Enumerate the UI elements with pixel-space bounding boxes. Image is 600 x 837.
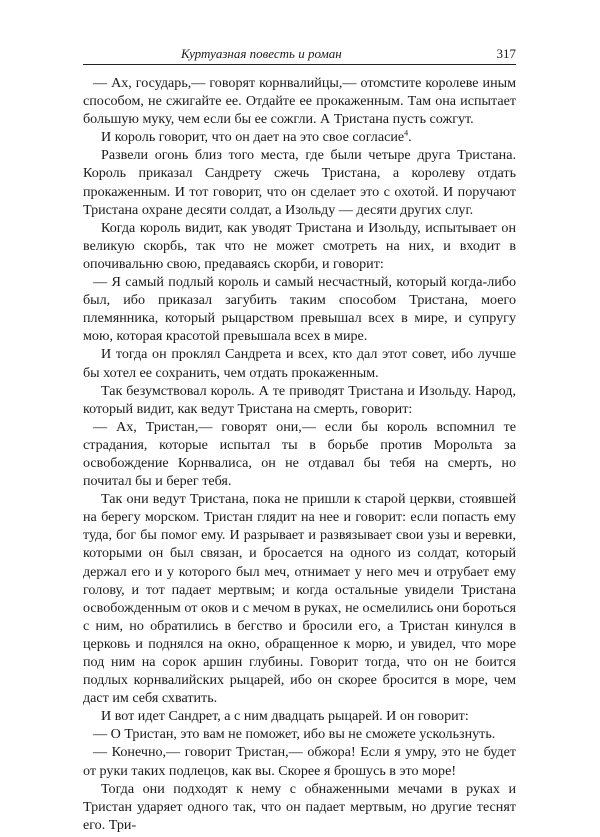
paragraph-3: Развели огонь близ того места, где были четыре друга Тристана. Король приказал Сандрету сжечь Тристана, а королеву отдать прокаженным. И тот говорит, что он сделает это с охотой. И поручают Тристана охране десяти солдат, а Изольду — десяти других слуг.: [83, 147, 516, 218]
running-head: [83, 44, 516, 65]
paragraph-4: Когда король видит, как уводят Тристана и Изольду, испытывает он великую скорбь, так что не может смотреть на них, и входит в опочивальню свою, предаваясь скорби, и говорит:: [83, 219, 516, 272]
paragraph-12: — Конечно,— говорит Тристан,— обжора! Если я умру, это не будет от руки таких подлецов, как вы. Скорее я брошусь в это море!: [83, 744, 516, 779]
paragraph-2: И король говорит, что он дает на это свое согласие$^4$.: [101, 128, 412, 146]
page-number: 317: [496, 46, 516, 61]
paragraph-1: — Ах, государь,— говорят корнвалийцы,— отомстите королеве иным способом, не сжигайте ее. Отдайте ее прокаженным. Там она испытает большую муку, чем если бы ее сожгли. А Тристана пусть сожгут.: [83, 75, 516, 128]
paragraph-5: — Я самый подлый король и самый несчастный, который когда-либо был, ибо приказал загубить таким способом Тристана, моего племянника, который рыцарством превышал всех в мире, и супругу мою, которая красотой превышала всех в мире.: [83, 274, 516, 345]
paragraph-9: Так они ведут Тристана, пока не пришли к старой церкви, стоявшей на берегу морском. Тристан глядит на нее и говорит: если попасть ему туда, бог бы помог ему. И разрывает и развязывает свои узы и веревки, которыми он был связан, и бросается на одного из солдат, который держал его и у которого был меч, отнимает у него меч и отрубает ему голову, и тот падает мертвым; и когда остальные увидели Тристана освобожденным от оков и с мечом в руках, не осмелились они бороться с ним, но обратились в бегство и бросили его, а Тристан кинулся в церковь и поднялся на окно, обращенное к морю, и увидел, что море под ним на сорок аршин глубины. Говорит тогда, что он не боится подлых корнвалийских рыцарей, ибо он скорее бросится в море, чем даст им себя схватить.: [83, 491, 516, 707]
paragraph-13: Тогда они подходят к нему с обнаженными мечами в руках и Тристан ударяет одного так, что он падает мертвым, но другие теснят его. Три-: [83, 780, 516, 833]
paragraph-11: — О Тристан, это вам не поможет, ибо вы не сможете ускользнуть.: [93, 726, 496, 743]
paragraph-7: Так безумствовал король. А те приводят Тристана и Изольду. Народ, который видит, как ведут Тристана на смерть, говорит:: [83, 382, 516, 417]
book-page: [83, 44, 516, 834]
body-text: [83, 74, 516, 834]
paragraph-2-text: И король говорит, что он дает на это свое согласие: [101, 129, 405, 146]
footnote-marker: 4: [404, 128, 409, 138]
paragraph-6: И тогда он проклял Сандрета и всех, кто дал этот совет, ибо лучше бы хотел ее сохранить, чем отдать прокаженным.: [83, 346, 516, 381]
paragraph-8: — Ах, Тристан,— говорят они,— если бы король вспомнил те страдания, которые испытал ты в борьбе против Морольта за освобождение Корнвалиса, он не отдавал бы тебя на смерть, но почитал бы и берег тебя.: [83, 418, 516, 490]
running-title: Куртуазная повесть и роман: [181, 46, 342, 61]
paragraph-10: И вот идет Сандрет, а с ним двадцать рыцарей. И он говорит:: [101, 708, 469, 725]
